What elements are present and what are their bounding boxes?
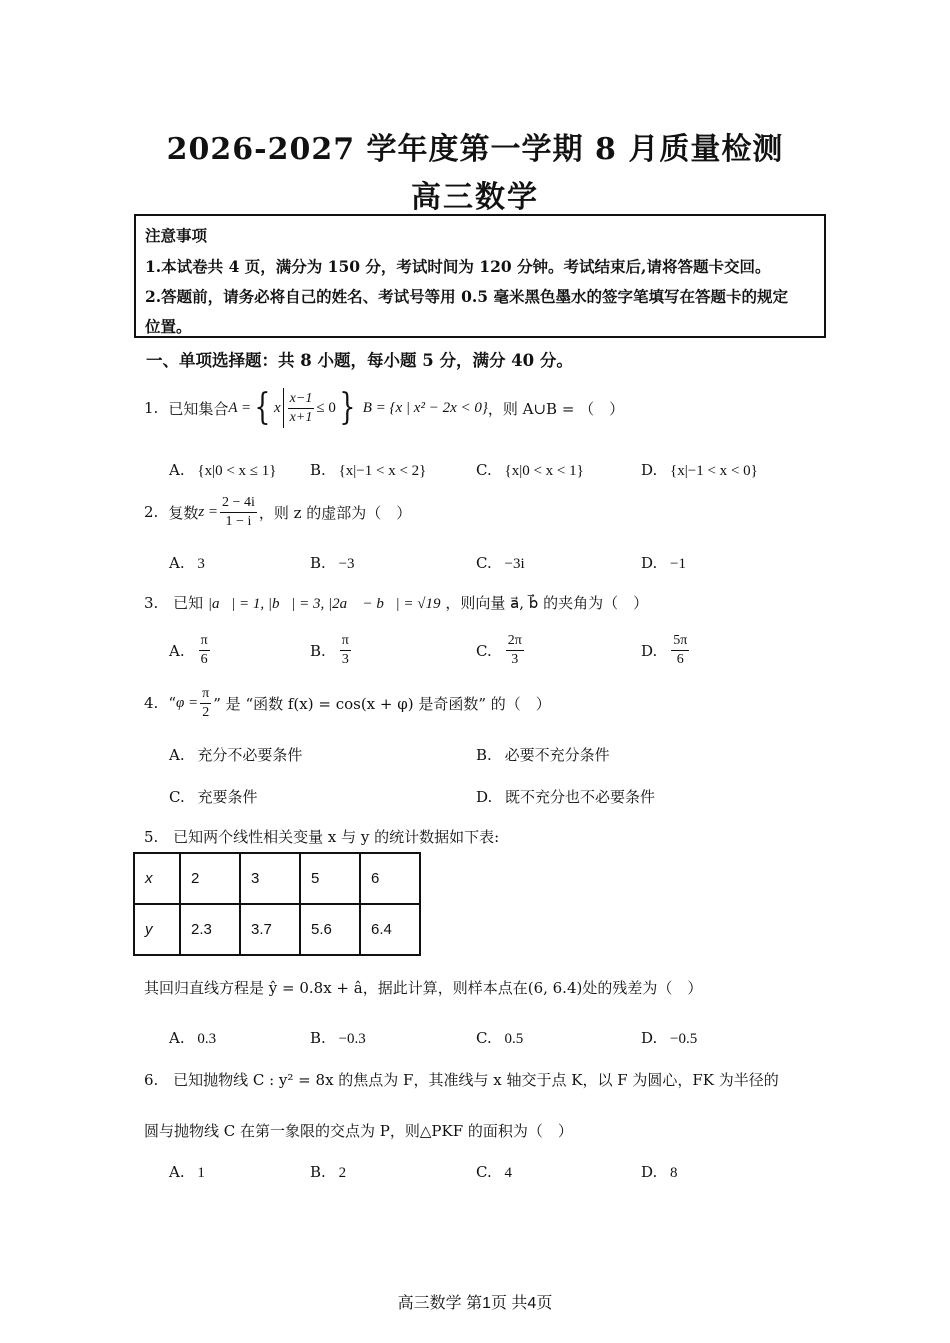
phi-fraction: $\frac{\pi}{2}$ (202, 685, 210, 720)
option-b: B. 必要不充分条件 (476, 746, 610, 764)
set-a-var: x (274, 399, 281, 416)
notice-line-3: 位置。 (145, 317, 192, 336)
vector-expression: |a⃗| = 1, |b⃗| = 3, |2a⃗ − b⃗| = √19 (207, 596, 441, 612)
table-cell: 3.7 (240, 904, 300, 955)
option-b: B. −3 (310, 554, 355, 572)
option-d: D. $\frac{5\pi}{6}$ (641, 633, 688, 667)
option-d: D. 既不充分也不必要条件 (476, 788, 656, 806)
section-heading: 一、单项选择题：共 8 小题，每小题 5 分，满分 40 分。 (146, 351, 573, 370)
exam-subtitle: 高三数学 (411, 180, 539, 215)
table-cell: x (134, 853, 180, 904)
notice-line-2: 2.答题前，请务必将自己的姓名、考试号等用 0.5 毫米黑色墨水的签字笔填写在答题卡的规定 (145, 287, 788, 306)
question-number: 5. (144, 828, 159, 846)
option-a: A. 0.3 (169, 1029, 217, 1047)
question-text: 已知 (173, 594, 204, 612)
option-c: C. 0.5 (476, 1029, 524, 1047)
complex-fraction (220, 494, 257, 531)
left-brace-icon: { (254, 387, 271, 428)
option-b: B. −0.3 (310, 1029, 366, 1047)
question-5 (144, 826, 499, 847)
set-a-relation: ≤ 0 (316, 399, 336, 416)
notice-line-1: 1.本试卷共 4 页，满分为 150 分，考试时间为 120 分钟。考试结束后,请将答题卡交回。 (145, 257, 771, 276)
question-tail: ，则 z 的虚部为（ ） (258, 503, 412, 522)
option-c: C. −3i (476, 554, 525, 572)
option-a: A. $\frac{\pi}{6}$ (169, 633, 208, 667)
set-b: B = {x | x² − 2x < 0} (362, 399, 488, 416)
question-1 (144, 384, 624, 432)
table-cell: 2.3 (180, 904, 240, 955)
table-cell: 3 (240, 853, 300, 904)
question-text: 已知集合 (168, 399, 229, 418)
notice-box (134, 214, 826, 338)
question-text: 已知抛物线 C : y² = 8x 的焦点为 F，其准线与 x 轴交于点 K，以 F 为圆心，FK 为半径的 (173, 1071, 779, 1089)
question-number: 2. (144, 503, 159, 521)
option-d: D. {x|−1 < x < 0} (641, 461, 758, 479)
table-cell: 5.6 (300, 904, 360, 955)
option-a: A. 1 (169, 1163, 205, 1181)
option-a: A. 3 (169, 554, 205, 572)
question-5-stem: 其回归直线方程是 ŷ = 0.8x + â，据此计算，则样本点在(6, 6.4)处的残差为（ ） (144, 979, 703, 997)
notice-heading: 注意事项 (145, 226, 208, 245)
option-c: C. 4 (476, 1163, 512, 1181)
option-b: B. {x|−1 < x < 2} (310, 461, 427, 479)
question-2 (144, 491, 411, 533)
question-number: 1. (144, 399, 159, 417)
exam-title: 2026-2027 学年度第一学期 8 月质量检测 (166, 132, 784, 167)
table-cell: 2 (180, 853, 240, 904)
table-cell: y (134, 904, 180, 955)
option-b: B. $\frac{\pi}{3}$ (310, 633, 349, 667)
option-a: A. {x|0 < x ≤ 1} (169, 461, 277, 479)
option-c: C. {x|0 < x < 1} (476, 461, 584, 479)
question-text: 复数 (168, 503, 199, 522)
question-number: 6. (144, 1071, 159, 1089)
question-4: 4. “ φ = $\frac{\pi}{2}$ ” 是 “函数 f(x) = cos(x + φ) 是奇函数” 的（ ） (144, 685, 551, 720)
option-a: A. 充分不必要条件 (169, 746, 303, 764)
option-c: C. $\frac{2\pi}{3}$ (476, 633, 522, 667)
data-table (133, 852, 421, 956)
divider (283, 388, 284, 428)
right-brace-icon: } (339, 387, 356, 428)
option-b: B. 2 (310, 1163, 347, 1181)
question-6 (144, 1069, 779, 1090)
table-cell: 6 (360, 853, 420, 904)
question-6-line-2: 圆与抛物线 C 在第一象限的交点为 P，则△PKF 的面积为（ ） (144, 1122, 573, 1140)
question-3 (144, 592, 648, 613)
set-a-fraction (288, 390, 315, 427)
question-number: 3. (144, 594, 159, 612)
fraction-numerator: 2 − 4i (220, 494, 257, 513)
fraction-numerator: x−1 (288, 390, 315, 409)
option-d: D. −1 (641, 554, 687, 572)
option-d: D. −0.5 (641, 1029, 698, 1047)
table-row (134, 904, 420, 955)
table-row (134, 853, 420, 904)
table-cell: 5 (300, 853, 360, 904)
question-tail: ，则 A∪B = （ ） (487, 399, 625, 418)
option-d: D. 8 (641, 1163, 678, 1181)
question-tail: ” 是 “函数 f(x) = cos(x + φ) 是奇函数” 的（ ） (213, 694, 551, 713)
lhs: z = (198, 503, 219, 520)
question-number: 4. (144, 694, 159, 712)
phi-lhs: φ = (175, 694, 199, 711)
set-a-lhs: A = (228, 399, 252, 416)
fraction-denominator: x+1 (289, 409, 313, 425)
table-cell: 6.4 (360, 904, 420, 955)
question-tail: ，则向量 a⃗, b⃗ 的夹角为（ ） (445, 594, 649, 612)
question-text: 已知两个线性相关变量 x 与 y 的统计数据如下表: (173, 828, 500, 846)
option-c: C. 充要条件 (169, 788, 258, 806)
page-footer: 高三数学 第1页 共4页 (397, 1295, 553, 1312)
fraction-denominator: 1 − i (225, 513, 252, 529)
